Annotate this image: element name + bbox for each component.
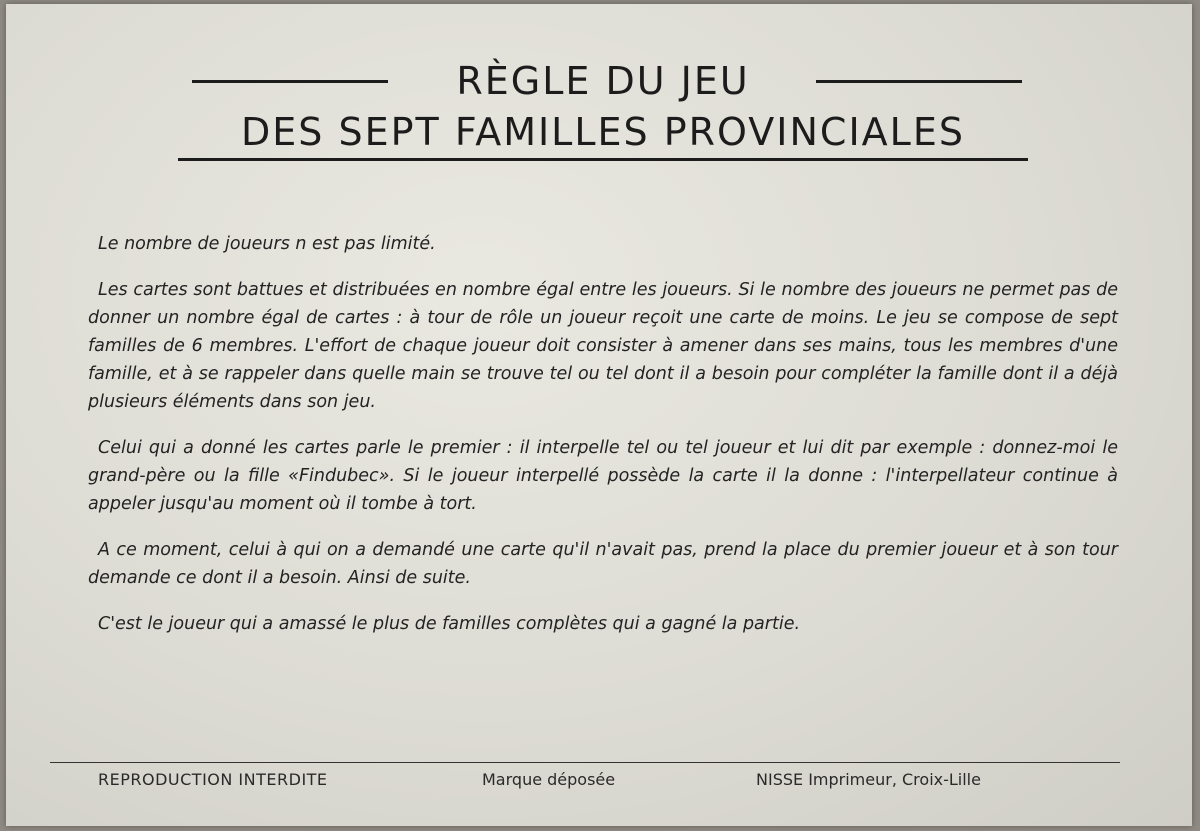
rule-paragraph-turn-change: A ce moment, celui à qui on a demandé une carte qu'il n'avait pas, prend la place du premier joueur et à son tour demande ce dont il a besoin. Ainsi de suite. — [88, 540, 1118, 588]
title-rule-of-game: RÈGLE DU JEU — [456, 59, 750, 103]
title-block — [178, 56, 1028, 161]
rules-body — [88, 230, 1118, 656]
footer-divider — [50, 762, 1120, 763]
title-underline — [178, 158, 1028, 161]
footer-trademark: Marque déposée — [482, 770, 616, 789]
footer-printer: NISSE Imprimeur, Croix-Lille — [756, 770, 981, 789]
title-dash-left — [192, 80, 388, 83]
title-families: DES SEPT FAMILLES PROVINCIALES — [241, 110, 965, 154]
rule-paragraph-distribution: Les cartes sont battues et distribuées en nombre égal entre les joueurs. Si le nombre des joueurs ne permet pas de donner un nombre égal de cartes : à tour de rôle un joueur reçoit une carte de moins. Le jeu se compose de sept familles de 6 membres. L'effort de chaque joueur doit consister à amener dans ses mains, tous les membres d'une famille, et à se rappeler dans quelle main se trouve tel ou tel dont il a besoin pour compléter la famille dont il a déjà plusieurs éléments dans son jeu. — [88, 280, 1118, 412]
footer-reproduction: REPRODUCTION INTERDITE — [98, 770, 328, 789]
rules-card — [6, 4, 1192, 826]
rule-paragraph-first-player: Celui qui a donné les cartes parle le premier : il interpelle tel ou tel joueur et lui dit par exemple : donnez-moi le grand-père ou la fille «Findubec». Si le joueur interpellé possède la carte il la donne : l'interpellateur continue à appeler jusqu'au moment où il tombe à tort. — [88, 438, 1118, 514]
rule-paragraph-players: Le nombre de joueurs n est pas limité. — [98, 234, 436, 254]
title-line-2 — [178, 110, 1028, 154]
rule-paragraph-winner: C'est le joueur qui a amassé le plus de familles complètes qui a gagné la partie. — [98, 614, 801, 634]
title-line-1 — [178, 56, 1028, 106]
title-dash-right — [816, 80, 1022, 83]
